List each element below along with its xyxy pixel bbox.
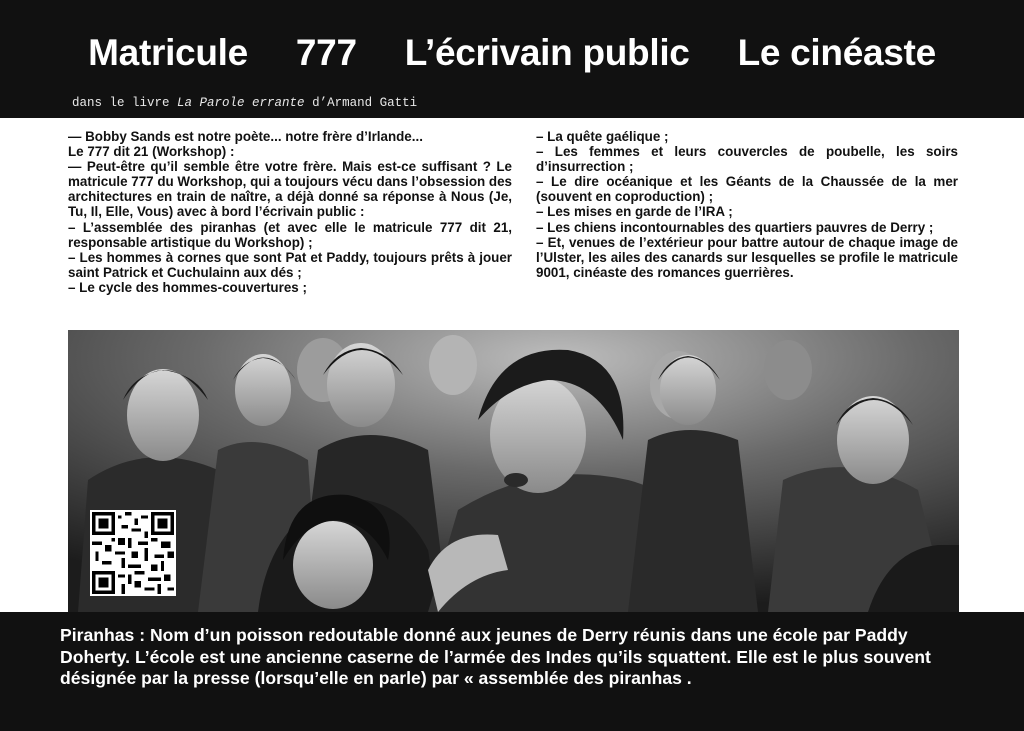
- title-matricule: Matricule: [88, 32, 248, 73]
- right-paragraph: – Les femmes et leurs couvercles de poubelle, les soirs d’insurrection ;: [536, 144, 958, 175]
- left-paragraph: – Les hommes à cornes que sont Pat et Paddy, toujours prêts à jouer saint Patrick et Cuchulainn aux dés ;: [68, 249, 512, 280]
- qr-code[interactable]: [90, 510, 176, 596]
- title-number: 777: [295, 32, 357, 73]
- photo-caption: Piranhas : Nom d’un poisson redoutable donné aux jeunes de Derry réunis dans une école par Paddy Doherty. L’école est une ancienne caserne de l’armée des Indes qu’ils squattent. Elle est le plus souvent désignée par la presse (lorsqu’elle en parle) par « assemblée des piranhas .: [60, 625, 931, 688]
- right-paragraph: – Les mises en garde de l’IRA ;: [536, 204, 733, 220]
- subtitle: [72, 96, 417, 110]
- left-paragraph: — Peut-être qu’il semble être votre frère. Mais est-ce suffisant ? Le matricule 777 du Workshop, qui a toujours vécu dans l’obsession des architectures en train de naître, a déjà donné sa réponse à Nous (Je, Tu, Il, Elle, Vous) avec à bord l’écrivain public :: [68, 159, 512, 220]
- left-paragraph: – L’assemblée des piranhas (et avec elle le matricule 777 dit 21, responsable artistique du Workshop) ;: [68, 219, 512, 250]
- right-paragraph: – Les chiens incontournables des quartiers pauvres de Derry ;: [536, 219, 934, 235]
- subtitle-author: d’Armand Gatti: [304, 96, 418, 110]
- subtitle-prefix: dans le livre: [72, 96, 178, 110]
- title-ecrivain: L’écrivain public: [404, 32, 690, 73]
- left-paragraph: Le 777 dit 21 (Workshop) :: [68, 144, 235, 160]
- right-paragraph: – Le dire océanique et les Géants de la Chaussée de la mer (souvent en coproduction) ;: [536, 174, 958, 205]
- right-paragraph: – Et, venues de l’extérieur pour battre autour de chaque image de l’Ulster, les ailes des canards sur lesquelles se profile le matricule 9001, cinéaste des romances guerrières.: [536, 234, 958, 280]
- group-photograph: [68, 330, 959, 612]
- page-title: [0, 32, 1024, 74]
- left-paragraph: – Le cycle des hommes-couvertures ;: [68, 279, 307, 295]
- title-cineaste: Le cinéaste: [737, 32, 936, 73]
- subtitle-book-title: La Parole errante: [177, 96, 305, 110]
- right-text-column: [536, 129, 958, 280]
- right-paragraph: – La quête gaélique ;: [536, 129, 669, 144]
- left-paragraph: — Bobby Sands est notre poète... notre frère d’Irlande...: [68, 129, 423, 144]
- left-text-column: [68, 129, 512, 295]
